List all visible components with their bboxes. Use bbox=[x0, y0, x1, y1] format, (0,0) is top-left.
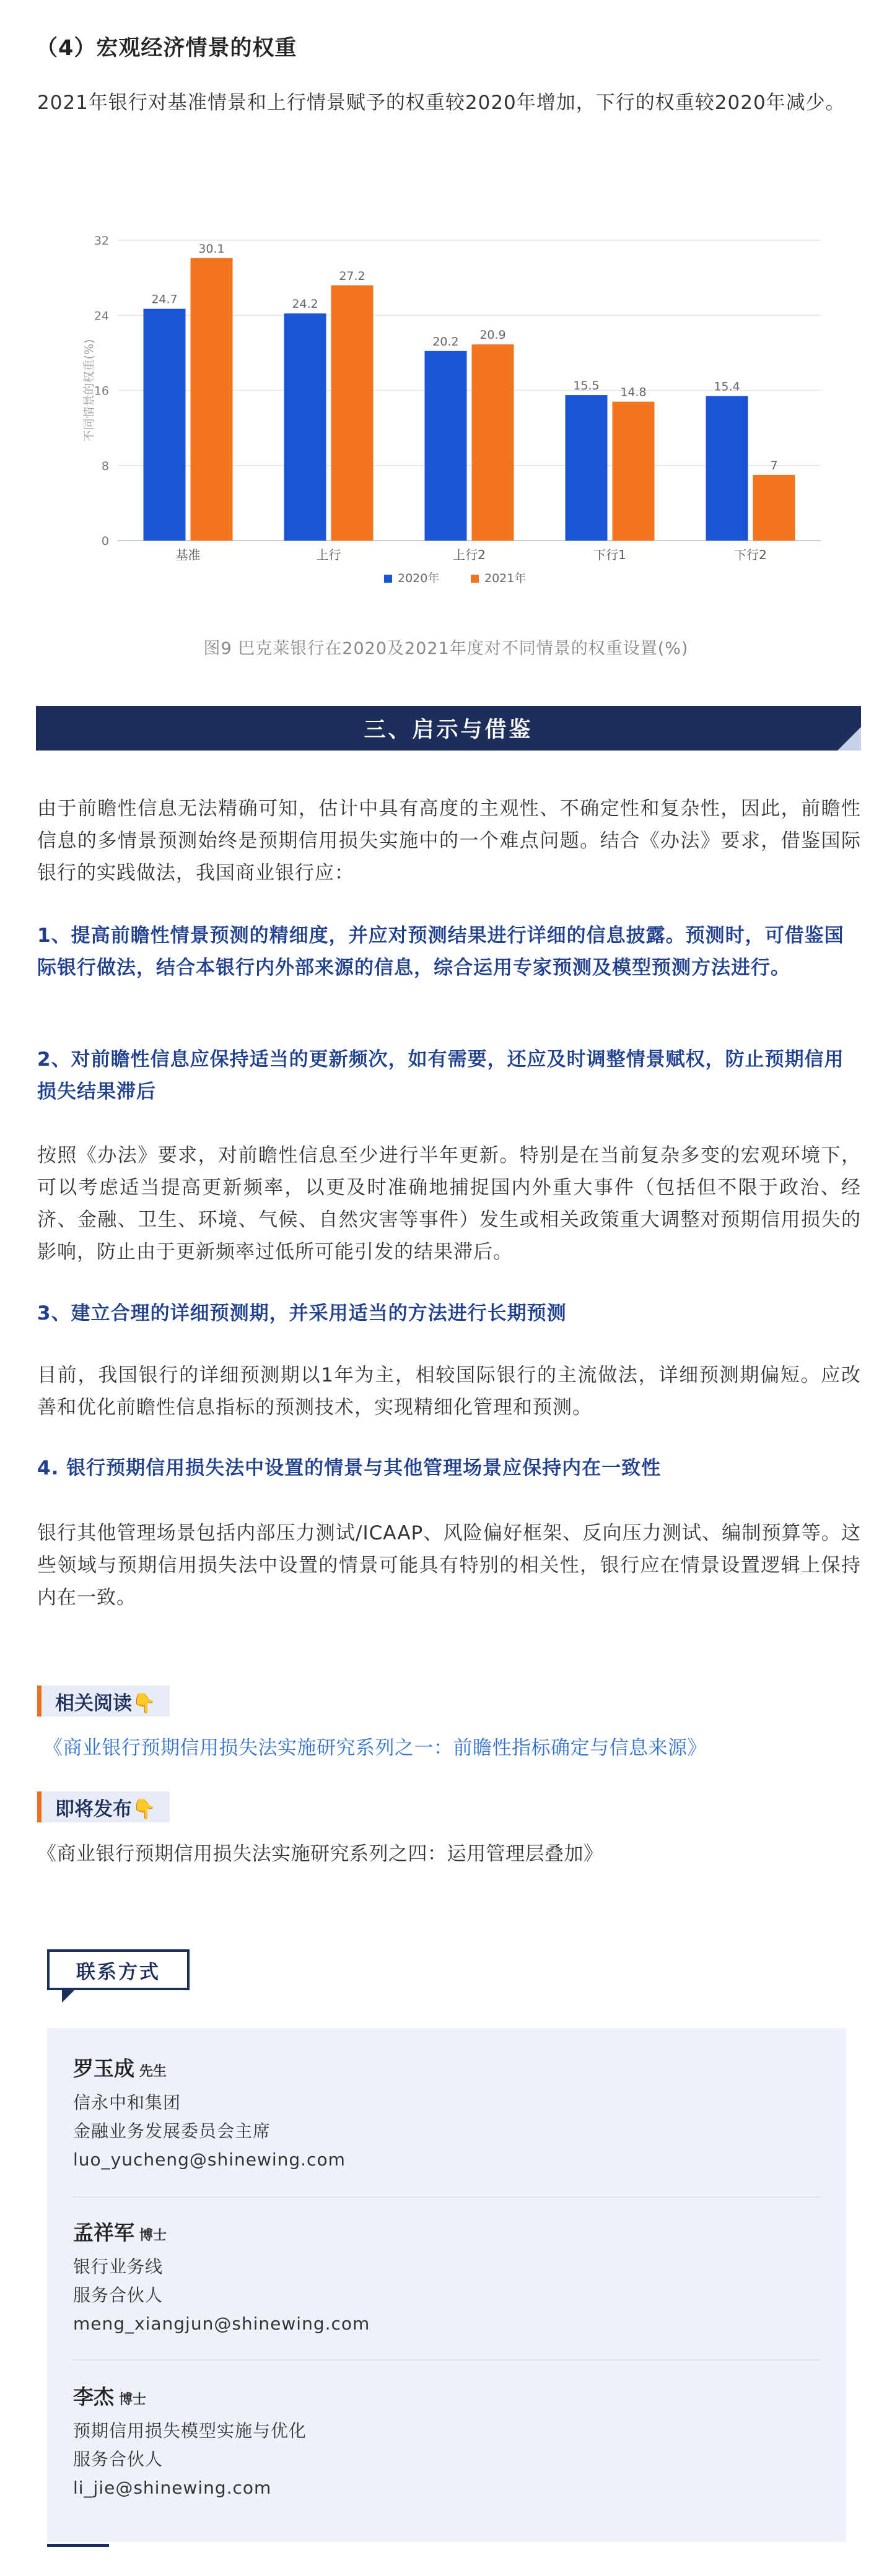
contact-name: 孟祥军 bbox=[73, 2221, 134, 2245]
data-label: 14.8 bbox=[620, 385, 647, 399]
bar-2021年-下行2 bbox=[753, 475, 795, 541]
data-label: 20.9 bbox=[479, 328, 506, 342]
section-heading: （4）宏观经济情景的权重 bbox=[36, 36, 297, 61]
body-paragraph-4: 银行其他管理场景包括内部压力测试/ICAAP、风险偏好框架、反向压力测试、编制预算等。这些领域与预期信用损失法中设置的情景可能具有特别的相关性，银行应在情景设置逻辑上保持内在一致。 bbox=[37, 1522, 861, 1609]
point-3: 3、建立合理的详细预测期，并采用适当的方法进行长期预测 bbox=[37, 1302, 567, 1325]
data-label: 24.7 bbox=[151, 292, 178, 307]
legend-label: 2020年 bbox=[398, 572, 440, 585]
contact-email[interactable]: meng_xiangjun@shinewing.com bbox=[73, 2313, 370, 2334]
point-2: 2、对前瞻性信息应保持适当的更新频次，如有需要，还应及时调整情景赋权，防止预期信用损失结果滞后 bbox=[37, 1048, 844, 1103]
contact-org: 信永中和集团 bbox=[73, 2092, 181, 2113]
banner-title: 三、启示与借鉴 bbox=[364, 718, 533, 742]
x-tick-label: 下行1 bbox=[593, 547, 626, 562]
upcoming-article-title: 《商业银行预期信用损失法实施研究系列之四：运用管理层叠加》 bbox=[37, 1843, 603, 1865]
x-tick-label: 上行2 bbox=[453, 547, 486, 562]
contact-org: 银行业务线 bbox=[73, 2256, 164, 2277]
body-paragraph-2: 按照《办法》要求，对前瞻性信息至少进行半年更新。特别是在当前复杂多变的宏观环境下，可以考虑适当提高更新频率，以更及时准确地捕捉国内外重大事件（包括但不限于政治、经济、金融、卫生、环境、气候、自然灾害等事件）发生或相关政策重大调整对预期信用损失的影响，防止由于更新频率过低所可能引发的结果滞后。 bbox=[37, 1144, 861, 1263]
contact-name: 罗玉成 bbox=[73, 2056, 134, 2081]
bar-2021年-基准 bbox=[191, 258, 233, 541]
bar-2021年-上行 bbox=[331, 285, 374, 541]
contact-org: 预期信用损失模型实施与优化 bbox=[73, 2421, 307, 2441]
contact-divider bbox=[73, 2359, 820, 2361]
contact-divider bbox=[73, 2196, 820, 2198]
contact-name: 李杰 bbox=[73, 2385, 114, 2409]
y-tick-label: 8 bbox=[101, 459, 109, 473]
y-tick-label: 16 bbox=[94, 384, 109, 398]
data-label: 15.5 bbox=[573, 379, 600, 393]
y-tick-label: 24 bbox=[94, 309, 109, 323]
point-1: 1、提高前瞻性情景预测的精细度，并应对预测结果进行详细的信息披露。预测时，可借鉴国际银行做法，结合本银行内外部来源的信息，综合运用专家预测及模型预测方法进行。 bbox=[37, 925, 844, 979]
contact-role: 服务合伙人 bbox=[73, 2285, 164, 2305]
related-article-link[interactable]: 《商业银行预期信用损失法实施研究系列之一：前瞻性指标确定与信息来源》 bbox=[43, 1737, 707, 1759]
point-4: 4. 银行预期信用损失法中设置的情景与其他管理场景应保持内在一致性 bbox=[37, 1457, 662, 1479]
contact-email[interactable]: li_jie@shinewing.com bbox=[73, 2478, 272, 2498]
bar-2020年-上行 bbox=[284, 313, 326, 541]
contact-person-1 bbox=[73, 2053, 820, 2174]
contact-bottom-bar bbox=[47, 2544, 109, 2547]
x-tick-label: 基准 bbox=[175, 547, 201, 562]
bar-chart bbox=[81, 223, 836, 619]
related-reading-tag: 相关阅读👇 bbox=[37, 1686, 170, 1717]
chart-svg bbox=[81, 223, 836, 619]
data-label: 7 bbox=[770, 458, 778, 472]
contact-person-2 bbox=[73, 2217, 820, 2338]
contact-box bbox=[47, 2028, 846, 2542]
y-tick-label: 32 bbox=[94, 234, 109, 248]
bar-2021年-上行2 bbox=[472, 344, 514, 541]
x-tick-label: 下行2 bbox=[734, 547, 767, 562]
contact-role: 服务合伙人 bbox=[73, 2449, 164, 2469]
y-tick-label: 0 bbox=[101, 534, 109, 548]
legend-swatch bbox=[471, 575, 479, 583]
intro-paragraph: 2021年银行对基准情景和上行情景赋予的权重较2020年增加，下行的权重较2020年减少。 bbox=[37, 92, 846, 114]
body-paragraph-1: 由于前瞻性信息无法精确可知，估计中具有高度的主观性、不确定性和复杂性，因此，前瞻性信息的多情景预测始终是预期信用损失实施中的一个难点问题。结合《办法》要求，借鉴国际银行的实践做法，我国商业银行应： bbox=[37, 798, 861, 884]
section-banner bbox=[36, 706, 861, 751]
contact-person-3 bbox=[73, 2381, 820, 2502]
legend-label: 2021年 bbox=[484, 572, 527, 585]
bar-2020年-上行2 bbox=[425, 351, 467, 541]
contact-tab: 联系方式 bbox=[47, 1949, 190, 1990]
contact-tab-tail-decoration bbox=[62, 1989, 76, 2003]
bar-2020年-下行1 bbox=[566, 395, 608, 541]
data-label: 15.4 bbox=[714, 380, 740, 394]
contact-title: 博士 bbox=[119, 2392, 147, 2408]
bar-2020年-下行2 bbox=[706, 396, 748, 541]
legend-swatch bbox=[384, 575, 392, 583]
contact-email[interactable]: luo_yucheng@shinewing.com bbox=[73, 2149, 346, 2170]
contact-title: 博士 bbox=[139, 2228, 167, 2243]
data-label: 27.2 bbox=[339, 269, 365, 283]
data-label: 30.1 bbox=[198, 242, 225, 256]
body-paragraph-3: 目前，我国银行的详细预测期以1年为主，相较国际银行的主流做法，详细预测期偏短。应改善和优化前瞻性信息指标的预测技术，实现精细化管理和预测。 bbox=[37, 1364, 861, 1419]
x-tick-label: 上行 bbox=[316, 547, 341, 562]
data-label: 20.2 bbox=[432, 334, 459, 349]
y-axis-label: 不同情景的权重(%) bbox=[82, 339, 96, 442]
chart-caption: 图9 巴克莱银行在2020及2021年度对不同情景的权重设置(%) bbox=[203, 639, 689, 658]
banner-corner-decoration bbox=[837, 727, 861, 751]
bar-2021年-下行1 bbox=[613, 402, 655, 541]
contact-role: 金融业务发展委员会主席 bbox=[73, 2121, 271, 2141]
upcoming-tag: 即将发布👇 bbox=[37, 1791, 170, 1822]
bar-2020年-基准 bbox=[144, 309, 186, 541]
contact-title: 先生 bbox=[139, 2064, 167, 2079]
data-label: 24.2 bbox=[292, 297, 318, 311]
